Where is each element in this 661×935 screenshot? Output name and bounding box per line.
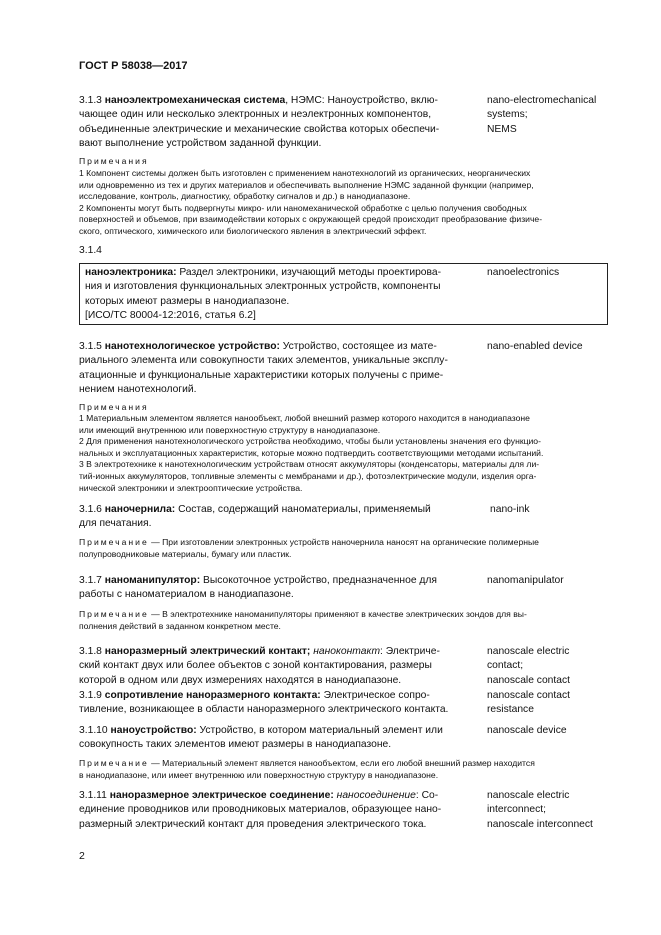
page-number: 2: [79, 850, 85, 862]
term-line: Устройство, состоящее из мате-: [279, 341, 437, 352]
term-line: Устройство, в котором материальный элемент или: [196, 725, 443, 736]
term-name: наночернила:: [104, 504, 176, 515]
english-equivalent: nanoscale electric: [487, 646, 570, 657]
term-line: единение проводников или проводниковых материалов, образующее нано-: [79, 804, 442, 816]
note-line: 1 Компонент системы должен быть изготовлен с применением нанотехнологий из органических, неорганических: [79, 168, 531, 178]
term-3-1-5-en: [487, 340, 647, 354]
term-3-1-10-ru: [79, 724, 479, 753]
note-line: 2 Для применения нанотехнологического устройства необходимо, чтобы были установлены значения его функцио-: [79, 436, 541, 447]
note-label: Примечание: [79, 758, 149, 768]
term-number: 3.1.6: [79, 504, 102, 515]
note-line: в нанодиапазоне, или имеет внутреннюю или поверхностную структуру в нанодиапазоне.: [79, 769, 439, 780]
note-label: Примечание: [79, 609, 149, 619]
term-3-1-11-ru: [79, 789, 479, 832]
notes-3-1-3: [79, 168, 619, 238]
english-equivalent: nano-ink: [490, 504, 530, 515]
term-number: 3.1.7: [79, 575, 102, 586]
term-number: 3.1.8: [79, 646, 102, 657]
term-synonym: наноконтакт: [313, 646, 381, 657]
term-line: размерный электрический контакт для проведения электрического тока.: [79, 818, 427, 830]
term-line: для печатания.: [79, 518, 152, 530]
term-line: вают выполнение устройством заданной функции.: [79, 138, 322, 150]
note-3-1-10: [79, 758, 619, 781]
term-3-1-9-en: [487, 689, 647, 718]
term-line: работы с наноматериалом в нанодиапазоне.: [79, 589, 294, 601]
document-header: ГОСТ Р 58038—2017: [79, 60, 188, 72]
term-line: Состав, содержащий наноматериалы, применяемый: [175, 504, 431, 515]
note-line: нической электроники и электрооптические устройства.: [79, 482, 303, 493]
term-line: , НЭМС: Наноустройство, вклю-: [285, 95, 438, 106]
term-3-1-10-en: [487, 724, 647, 738]
term-name: сопротивление наноразмерного контакта:: [104, 690, 321, 701]
note-line: или одновременно из тех и других материалов и обеспечивать выполнение НЭМС заданной функции (например,: [79, 179, 534, 190]
note-line: 1 Материальным элементом является нанообъект, любой внешний размер которого находится в нанодиапазоне: [79, 413, 530, 423]
note-line: полупроводниковые материалы, бумагу или пластик.: [79, 548, 292, 559]
term-name: наноэлектроника:: [85, 267, 177, 278]
english-equivalent: NEMS: [487, 123, 517, 135]
english-equivalent: resistance: [487, 704, 534, 716]
term-line: нением нанотехнологий.: [79, 384, 197, 396]
term-line: чающее один или несколько электронных и неэлектронных компонентов,: [79, 109, 432, 121]
term-number: 3.1.9: [79, 690, 102, 701]
note-line: — В электротехнике наноманипуляторы применяют в качестве электрических зондов для вы-: [148, 609, 527, 619]
term-3-1-3-ru: [79, 94, 479, 152]
note-line: — При изготовлении электронных устройств наночернила наносят на органические полимерные: [148, 537, 539, 547]
notes-3-1-5: [79, 413, 619, 494]
term-line: Раздел электроники, изучающий методы проектирова-: [176, 267, 442, 278]
english-equivalent: nanoscale contact: [487, 674, 571, 686]
note-3-1-7: [79, 609, 619, 632]
term-line: ния и изготовления функциональных электронных устройств, компоненты: [85, 281, 441, 293]
term-3-1-7-ru: [79, 574, 479, 603]
term-line: атационные и функциональные характеристики которых получены с приме-: [79, 369, 444, 381]
note-label: Примечание: [79, 537, 149, 547]
term-name: наноразмерный электрический контакт;: [104, 646, 311, 657]
term-3-1-8-ru: [79, 645, 479, 688]
term-line: Высокоточное устройство, предназначенное для: [200, 575, 438, 586]
term-3-1-11-en: [487, 789, 647, 832]
term-line: риального элемента или совокупности таких элементов, уникальные эксплу-: [79, 355, 448, 367]
note-line: — Материальный элемент является нанообъектом, если его любой внешний размер находится: [148, 758, 535, 768]
term-number: 3.1.10: [79, 725, 108, 736]
note-line: ского, оптического, химического или биологического явления в электрический эффект.: [79, 225, 427, 236]
term-number: 3.1.11: [79, 790, 107, 801]
english-equivalent: nanoscale contact: [487, 690, 571, 701]
term-number: 3.1.5: [79, 341, 102, 352]
note-line: 3 В электротехнике к нанотехнологическим устройствам относят аккумуляторы (конденсаторы, материалы для ли-: [79, 459, 540, 470]
english-equivalent: nanoscale electric: [487, 790, 570, 801]
term-3-1-9-ru: [79, 689, 479, 718]
term-3-1-4-ru: [85, 266, 485, 324]
term-3-1-6-ru: [79, 503, 479, 532]
term-name: наноразмерное электрическое соединение:: [109, 790, 334, 801]
english-equivalent: nanoscale device: [487, 725, 567, 736]
note-line: нальных и эксплуатационных характеристик, которые можно подтвердить соответствующими методами испытаний.: [79, 447, 544, 458]
term-3-1-5-ru: [79, 340, 479, 398]
note-line: поверхностей и объемов, при взаимодействии которых с окружающей средой происходит преобразование физиче-: [79, 214, 543, 225]
note-3-1-6: [79, 537, 619, 560]
term-name: нанотехнологическое устройство:: [104, 341, 280, 352]
note-line: полнения действий в заданном конкретном месте.: [79, 620, 281, 631]
english-equivalent: nanoscale interconnect: [487, 818, 593, 830]
english-equivalent: nano-electromechanical: [487, 95, 597, 106]
term-synonym: наносоединение: [336, 790, 416, 801]
term-source: [ИСО/ТС 80004-12:2016, статья 6.2]: [85, 310, 256, 322]
term-number: 3.1.3: [79, 95, 102, 106]
notes-heading: Примечания: [79, 156, 149, 166]
term-name: наноэлектромеханическая система: [104, 95, 286, 106]
term-line: которых имеют размеры в нанодиапазоне.: [85, 295, 290, 307]
term-line: Электрическое сопро-: [320, 690, 430, 701]
english-equivalent: nanoelectronics: [487, 267, 560, 278]
term-number: 3.1.4: [79, 245, 102, 256]
term-3-1-7-en: [487, 574, 647, 588]
english-equivalent: nanomanipulator: [487, 575, 564, 586]
notes-heading: Примечания: [79, 402, 149, 412]
term-3-1-8-en: [487, 645, 647, 688]
term-3-1-3-en: [487, 94, 647, 137]
term-line: : Электриче-: [380, 646, 440, 657]
term-name: наноустройство:: [110, 725, 197, 736]
note-line: тий-ионных аккумуляторов, топливные элементы с мембранами и др.), фотоэлектрические модули, изделия орга-: [79, 470, 537, 481]
note-line: 2 Компоненты могут быть подвергнуты микро- или наномеханической обработке с целью получения свободных: [79, 202, 527, 213]
term-3-1-4-en: [487, 266, 647, 280]
term-line: тивление, возникающее в области наноразмерного электрического контакта.: [79, 704, 449, 716]
term-name: наноманипулятор:: [104, 575, 201, 586]
term-3-1-6-en: [490, 503, 650, 517]
english-equivalent: systems;: [487, 109, 528, 121]
term-line: : Со-: [415, 790, 439, 801]
note-line: исследование, контроль, диагностику, обработку сигналов и др.) в нанодиапазоне.: [79, 191, 411, 202]
english-equivalent: nano-enabled device: [487, 341, 583, 352]
note-line: или имеющий внутреннюю или поверхностную структуру в нанодиапазоне.: [79, 424, 381, 435]
term-line: совокупность таких элементов имеют размеры в нанодиапазоне.: [79, 739, 392, 751]
term-line: которой в одном или двух измерениях находятся в нанодиапазоне.: [79, 674, 402, 686]
english-equivalent: interconnect;: [487, 804, 546, 816]
term-line: ский контакт двух или более объектов с зоной контактирования, размеры: [79, 660, 432, 672]
english-equivalent: contact;: [487, 660, 524, 672]
term-line: объединенные электрические и механические свойства которых обеспечи-: [79, 123, 440, 135]
